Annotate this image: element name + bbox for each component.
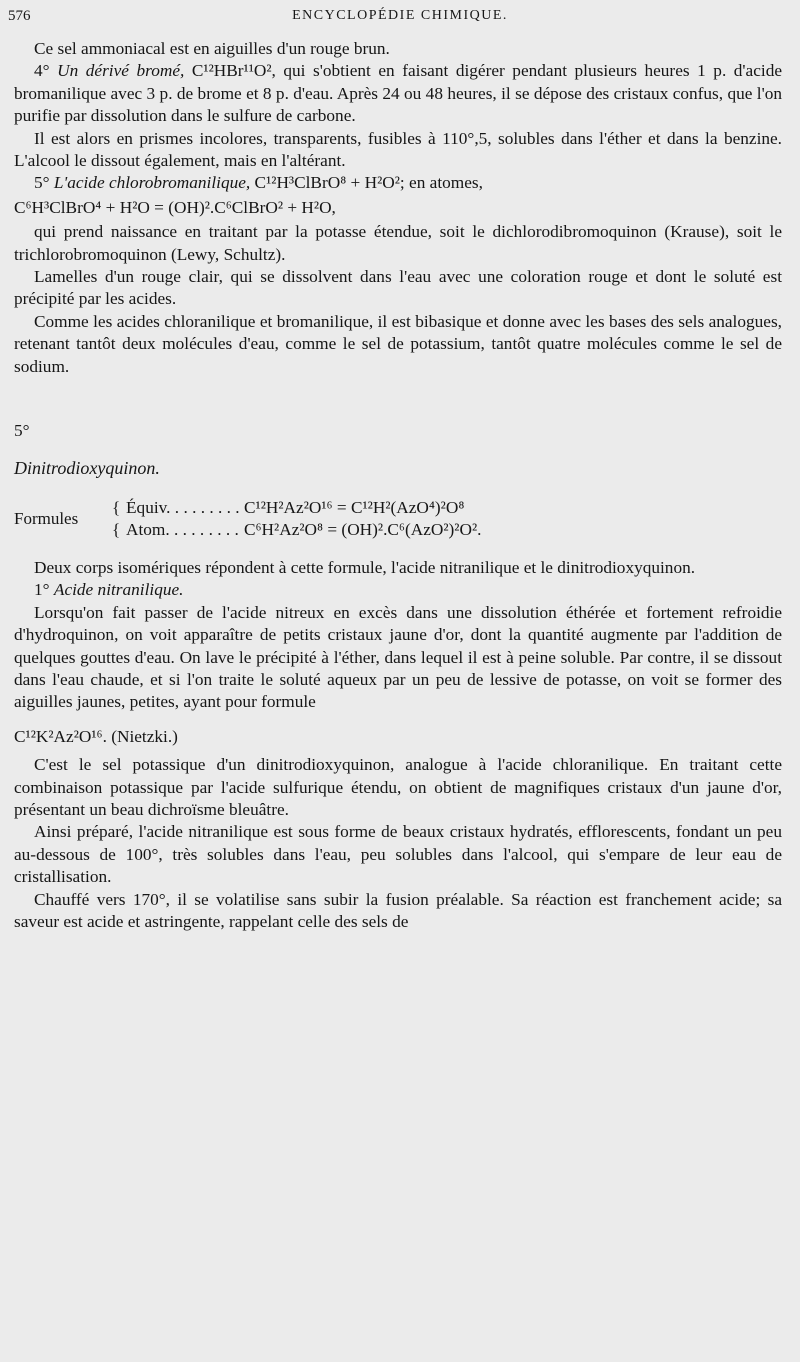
item-text: C¹²HBr¹¹O², qui s'obtient en faisant digérer pendant plusieurs heures 1 p. d'acide bromanilique avec 3 p. de brome et 8 p. d'eau. Après 24 ou 48 heures, il se dépose des cristaux confus, que l'on purifie par dissolution dans le sulfure de carbone. <box>14 61 783 126</box>
item-title: Un dérivé bromé, <box>57 61 185 81</box>
body-text <box>14 38 782 933</box>
item-title: L'acide chlorobromanilique, <box>53 173 251 193</box>
paragraph-bromo-derivative <box>14 60 782 127</box>
paragraph: Deux corps isomériques répondent à cette formule, l'acide nitranilique et le dinitrodioxyquinon. <box>34 557 696 577</box>
item-text: C¹²H³ClBrO⁸ + H²O²; en atomes, <box>250 173 483 193</box>
paragraph-nitranilic <box>14 579 782 601</box>
item-number: 1° <box>34 580 50 600</box>
section-number: 5° <box>14 421 30 441</box>
paragraph: qui prend naissance en traitant par la potasse étendue, soit le dichlorodibromoquinon (Krause), soit le trichlorobromoquinon (Lewy, Schultz). <box>14 222 782 264</box>
paragraph: Il est alors en prismes incolores, transparents, fusibles à 110°,5, solubles dans l'éther et dans la benzine. L'alcool le dissout également, mais en l'altérant. <box>14 128 782 171</box>
chemical-formula: C⁶H³ClBrO⁴ + H²O = (OH)².C⁶ClBrO² + H²O, <box>14 197 336 217</box>
running-title: ENCYCLOPÉDIE CHIMIQUE. <box>292 8 508 23</box>
paragraph: Comme les acides chloranilique et bromanilique, il est bibasique et donne avec les bases des sels analogues, retenant tantôt deux molécules d'eau, comme le sel de potassium, tantôt quatre molécules comme le sel de sodium. <box>14 311 782 376</box>
formula-kind: Atom. . . . . . . . . <box>126 519 239 539</box>
formulas-block <box>14 497 782 541</box>
item-number: 4° <box>34 61 50 81</box>
paragraph: Lorsqu'on fait passer de l'acide nitreux en excès dans une dissolution éthérée et fortement refroidie d'hydroquinon, on voit apparaître de petits cristaux jaune d'or, dont la quantité augmente par l'addition de quelques gouttes d'eau. On lave le précipité à l'éther, dans lequel il est à peine soluble. Par contre, il se dissout dans l'eau chaude, et si l'on traite le soluté aqueux par un peu de lessive de potasse, on voit se former des aiguilles jaunes, petites, ayant pour formule <box>14 602 782 712</box>
chemical-formula: C¹²K²Az²O¹⁶. (Nietzki.) <box>14 726 178 746</box>
formulas-label: Formules <box>14 508 79 528</box>
item-number: 5° <box>34 173 50 193</box>
formula-equation: C⁶H²Az²O⁸ = (OH)².C⁶(AzO²)²O². <box>244 519 482 539</box>
formulas-rows <box>126 497 782 541</box>
formula-row-equiv <box>126 497 782 519</box>
paragraph-chlorobromanilic <box>14 172 782 194</box>
page-number: 576 <box>8 8 31 24</box>
brace: { { <box>112 497 121 539</box>
formula-equation: C¹²H²Az²O¹⁶ = C¹²H²(AzO⁴)²O⁸ <box>244 497 465 517</box>
paragraph: C'est le sel potassique d'un dinitrodioxyquinon, analogue à l'acide chloranilique. En traitant cette combinaison potassique par l'acide sulfurique étendu, on obtient de magnifiques cristaux d'un jaune d'or, présentant un beau dichroïsme bleuâtre. <box>14 755 782 819</box>
paragraph: Ce sel ammoniacal est en aiguilles d'un rouge brun. <box>34 39 390 58</box>
section-title: Dinitrodioxyquinon. <box>14 457 160 478</box>
running-head <box>0 8 800 32</box>
item-title: Acide nitranilique. <box>53 580 184 600</box>
formula-row-atom <box>126 519 782 541</box>
formula-kind: Équiv. . . . . . . . . <box>126 497 240 517</box>
paragraph: Lamelles d'un rouge clair, qui se dissolvent dans l'eau avec une coloration rouge et dont le soluté est précipité par les acides. <box>14 267 782 309</box>
paragraph: Ainsi préparé, l'acide nitranilique est sous forme de beaux cristaux hydratés, efflorescents, fondant un peu au-dessous de 100°, très solubles dans l'eau, peu solubles dans l'alcool, qui s'empare de leur eau de cristallisation. <box>14 822 782 887</box>
paragraph: Chauffé vers 170°, il se volatilise sans subir la fusion préalable. Sa réaction est franchement acide; sa saveur est acide et astringente, rappelant celle des sels de <box>14 889 782 931</box>
